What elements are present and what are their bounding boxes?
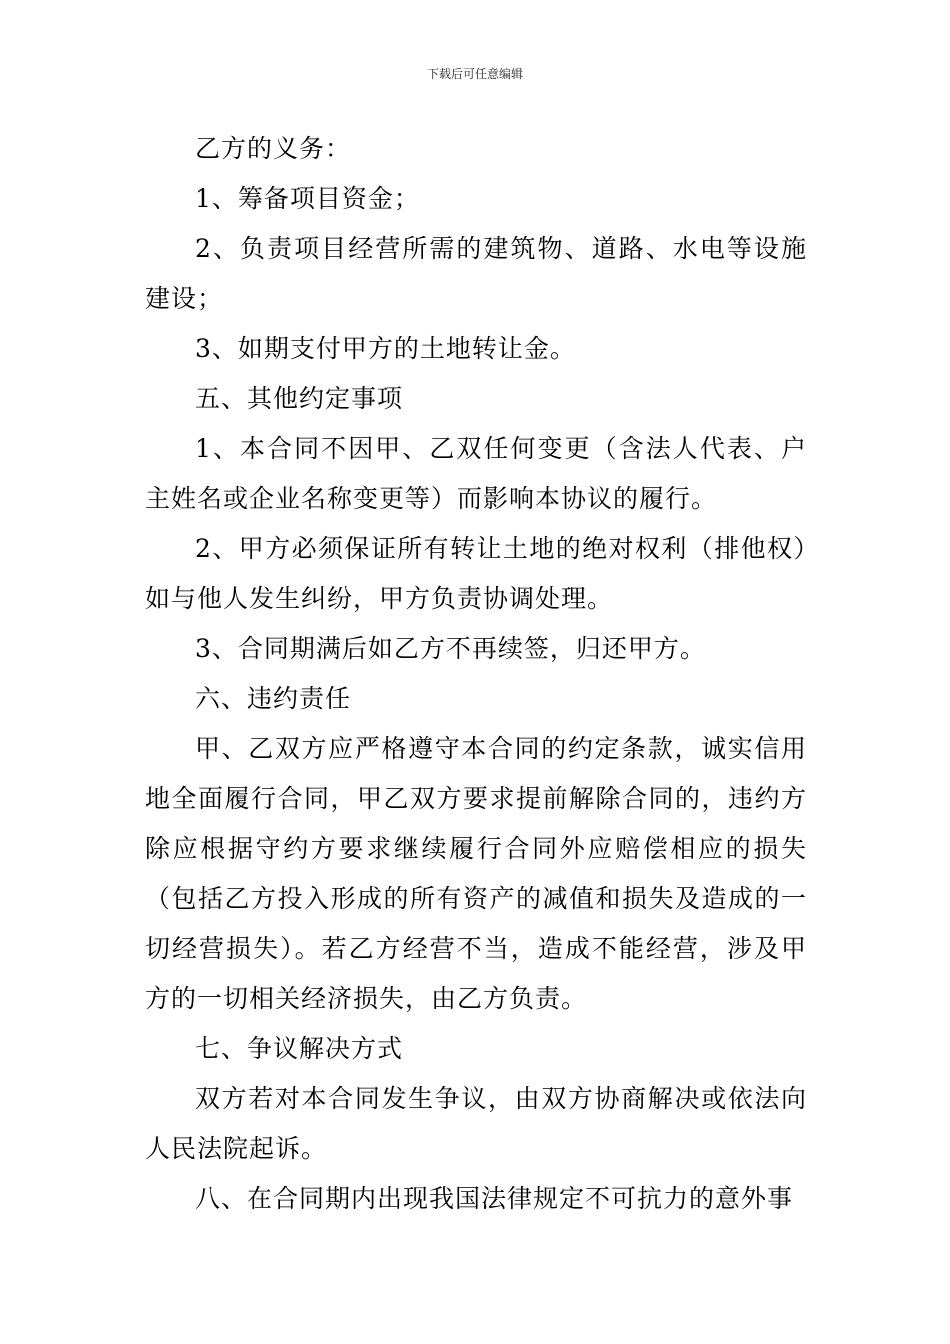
paragraph-obligation-3: 3、如期支付甲方的土地转让金。: [195, 334, 576, 363]
section-heading-dispute-resolution: 七、争议解决方式: [195, 1034, 404, 1063]
section-heading-liability: 六、违约责任: [195, 684, 352, 713]
paragraph-obligation-2: 2、负责项目经营所需的建筑物、道路、水电等设施建设；: [145, 234, 807, 313]
paragraph-party-b-obligations-heading: 乙方的义务：: [195, 134, 352, 163]
paragraph-liability: 甲、乙双方应严格遵守本合同的约定条款，诚实信用地全面履行合同，甲乙双方要求提前解除合同的，违约方除应根据守约方要求继续履行合同外应赔偿相应的损失（包括乙方投入形成的所有资产的减值和损失及造成的一切经营损失）。若乙方经营不当，造成不能经营，涉及甲方的一切相关经济损失，由乙方负责。: [145, 734, 807, 1013]
paragraph-other-matters-2: 2、甲方必须保证所有转让土地的绝对权利（排他权）如与他人发生纠纷，甲方负责协调处理。: [145, 534, 807, 613]
page-header: 下载后可任意编辑: [426, 67, 523, 81]
paragraph-obligation-1: 1、筹备项目资金；: [195, 184, 420, 213]
paragraph-force-majeure: 八、在合同期内出现我国法律规定不可抗力的意外事: [195, 1184, 794, 1213]
paragraph-dispute-resolution: 双方若对本合同发生争议，由双方协商解决或依法向人民法院起诉。: [145, 1084, 807, 1163]
section-heading-other-matters: 五、其他约定事项: [195, 384, 404, 413]
paragraph-other-matters-3: 3、合同期满后如乙方不再续签，归还甲方。: [195, 634, 706, 663]
paragraph-other-matters-1: 1、本合同不因甲、乙双任何变更（含法人代表、户主姓名或企业名称变更等）而影响本协议的履行。: [145, 434, 807, 513]
document-body: [145, 124, 807, 1224]
